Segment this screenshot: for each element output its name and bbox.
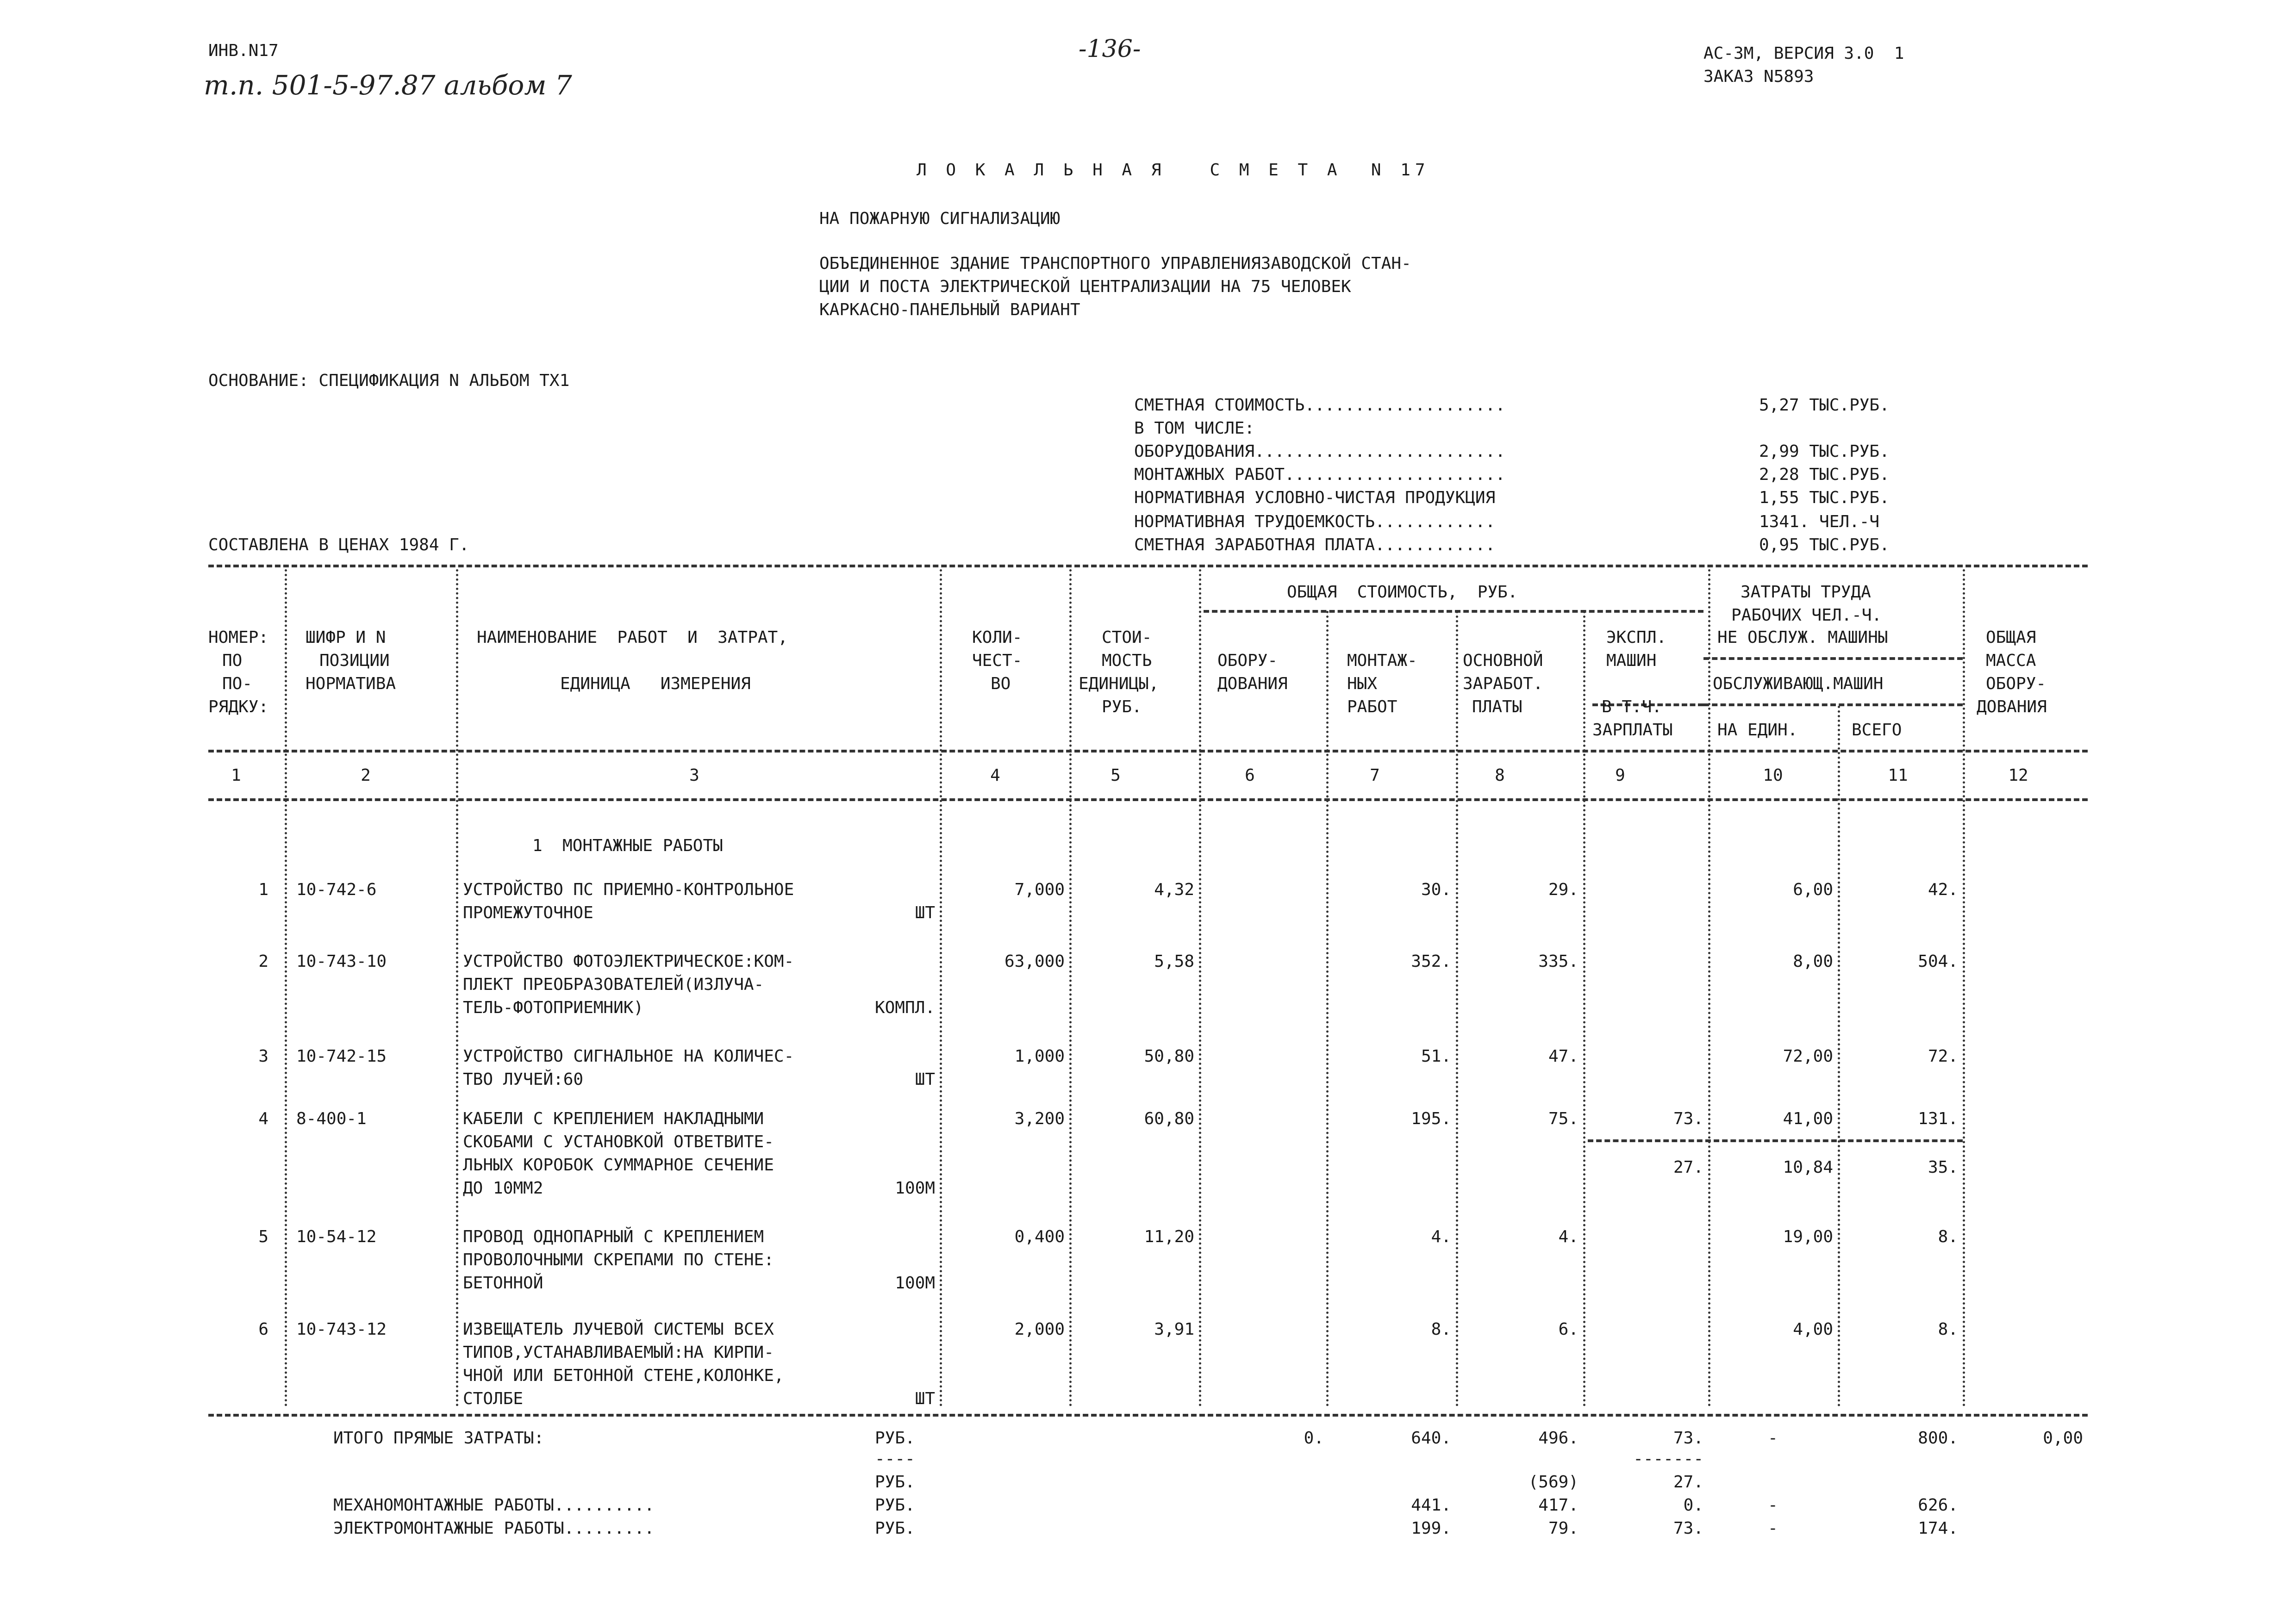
- column-separator: [285, 569, 287, 1407]
- object-line-2: ЦИИ И ПОСТА ЭЛЕКТРИЧЕСКОЙ ЦЕНТРАЛИЗАЦИИ НА 75 ЧЕЛОВЕК: [819, 277, 1351, 296]
- column-number: 7: [1370, 766, 1380, 785]
- totals-mount: 640.: [1411, 1429, 1451, 1448]
- row-qty: 1,000: [1014, 1047, 1065, 1066]
- header-col-9: ЗАРПЛАТЫ: [1592, 721, 1673, 740]
- totals-mount: 441.: [1411, 1496, 1451, 1515]
- document-title: Л О К А Л Ь Н А Я С М Е Т А N 17: [917, 161, 1430, 180]
- totals-wage: 79.: [1548, 1519, 1578, 1538]
- header-labor: ОБСЛУЖИВАЮЩ.МАШИН: [1713, 674, 1884, 693]
- header-col-8: ПЛАТЫ: [1472, 697, 1522, 716]
- object-line-1: ОБЪЕДИНЕННОЕ ЗДАНИЕ ТРАНСПОРТНОГО УПРАВЛЕНИЯЗАВОДСКОЙ СТАН-: [819, 254, 1411, 273]
- totals-unit: ----: [875, 1449, 915, 1468]
- row-number: 5: [258, 1227, 268, 1246]
- row-price: 5,58: [1154, 952, 1194, 971]
- rule: [1588, 1139, 1963, 1142]
- row-price: 50,80: [1144, 1047, 1194, 1066]
- totals-total-labor: 174.: [1918, 1519, 1958, 1538]
- header-col-12: МАССА: [1986, 651, 2036, 670]
- row-name-line: ЧНОЙ ИЛИ БЕТОННОЙ СТЕНЕ,КОЛОНКЕ,: [463, 1366, 784, 1385]
- summary-value: 0,95 ТЫС.РУБ.: [1759, 535, 1890, 554]
- header-labor: НА ЕДИН.: [1717, 721, 1798, 740]
- header-col-4: ЧЕСТ-: [972, 651, 1023, 670]
- row-unit-labor: 41,00: [1783, 1109, 1833, 1128]
- summary-value: 1,55 ТЫС.РУБ.: [1759, 488, 1890, 507]
- rule: [208, 1414, 2088, 1417]
- row-number: 1: [258, 880, 268, 899]
- totals-labor: -: [1768, 1429, 1778, 1448]
- section-title: 1 МОНТАЖНЫЕ РАБОТЫ: [532, 836, 723, 855]
- column-number: 6: [1245, 766, 1255, 785]
- header-col-1: РЯДКУ:: [208, 697, 269, 716]
- summary-label: ОБОРУДОВАНИЯ.........................: [1134, 442, 1505, 461]
- row-qty: 3,200: [1014, 1109, 1065, 1128]
- totals-unit: РУБ.: [875, 1429, 915, 1448]
- header-col-1: ПО: [222, 651, 243, 670]
- totals-machines: -------: [1633, 1449, 1703, 1468]
- row-total-labor: 42.: [1928, 880, 1958, 899]
- column-separator: [1199, 569, 1201, 1407]
- totals-machines: 27.: [1673, 1473, 1703, 1492]
- summary-label: МОНТАЖНЫХ РАБОТ......................: [1134, 465, 1505, 484]
- header-labor: ЗАТРАТЫ ТРУДА: [1741, 583, 1871, 602]
- header-col-3: НАИМЕНОВАНИЕ РАБОТ И ЗАТРАТ,: [477, 628, 788, 647]
- totals-total-labor: 626.: [1918, 1496, 1958, 1515]
- prices-year-line: СОСТАВЛЕНА В ЦЕНАХ 1984 Г.: [208, 535, 469, 554]
- row-qty: 7,000: [1014, 880, 1065, 899]
- row-price: 3,91: [1154, 1320, 1194, 1339]
- row-name-line: УСТРОЙСТВО ПС ПРИЕМНО-КОНТРОЛЬНОЕ: [463, 880, 794, 899]
- row-name-line: ЛЬНЫХ КОРОБОК СУММАРНОЕ СЕЧЕНИЕ: [463, 1156, 774, 1175]
- row-number: 6: [258, 1320, 268, 1339]
- row-total-labor-machines: 35.: [1928, 1158, 1958, 1177]
- column-number: 1: [231, 766, 241, 785]
- column-number: 3: [689, 766, 699, 785]
- row-code: 8-400-1: [296, 1109, 367, 1128]
- header-col-5: МОСТЬ: [1102, 651, 1152, 670]
- row-code: 10-742-6: [296, 880, 377, 899]
- row-mount: 30.: [1421, 880, 1451, 899]
- row-unit: ШТ: [915, 903, 935, 922]
- row-unit-labor: 19,00: [1783, 1227, 1833, 1246]
- row-name-line: СТОЛБЕ: [463, 1389, 524, 1408]
- header-col-7: МОНТАЖ-: [1347, 651, 1417, 670]
- row-name-line: ПЛЕКТ ПРЕОБРАЗОВАТЕЛЕЙ(ИЗЛУЧА-: [463, 975, 764, 994]
- row-unit-labor: 72,00: [1783, 1047, 1833, 1066]
- summary-label: НОРМАТИВНАЯ ТРУДОЕМКОСТЬ............: [1134, 512, 1496, 531]
- totals-unit: РУБ.: [875, 1519, 915, 1538]
- row-unit-labor: 8,00: [1793, 952, 1833, 971]
- header-col-2: НОРМАТИВА: [306, 674, 396, 693]
- header-col-4: ВО: [991, 674, 1011, 693]
- row-total-labor: 8.: [1938, 1227, 1958, 1246]
- object-line-3: КАРКАСНО-ПАНЕЛЬНЫЙ ВАРИАНТ: [819, 300, 1080, 319]
- row-name-line: СКОБАМИ С УСТАНОВКОЙ ОТВЕТВИТЕ-: [463, 1132, 774, 1151]
- row-mount: 51.: [1421, 1047, 1451, 1066]
- row-name-line: УСТРОЙСТВО СИГНАЛЬНОЕ НА КОЛИЧЕС-: [463, 1047, 794, 1066]
- column-number: 5: [1111, 766, 1121, 785]
- row-total-labor: 72.: [1928, 1047, 1958, 1066]
- row-name-line: КАБЕЛИ С КРЕПЛЕНИЕМ НАКЛАДНЫМИ: [463, 1109, 764, 1128]
- totals-total-labor: 800.: [1918, 1429, 1958, 1448]
- totals-label: ЭЛЕКТРОМОНТАЖНЫЕ РАБОТЫ.........: [333, 1519, 655, 1538]
- row-wage: 4.: [1558, 1227, 1578, 1246]
- header-col-12: ОБОРУ-: [1986, 674, 2046, 693]
- column-separator: [1963, 569, 1965, 1407]
- row-name-line: ПРОВОД ОДНОПАРНЫЙ С КРЕПЛЕНИЕМ: [463, 1227, 764, 1246]
- totals-labor: -: [1768, 1519, 1778, 1538]
- column-separator: [1069, 569, 1072, 1407]
- row-name-line: ТИПОВ,УСТАНАВЛИВАЕМЫЙ:НА КИРПИ-: [463, 1343, 774, 1362]
- rule: [1703, 657, 1963, 660]
- header-total-cost: ОБЩАЯ СТОИМОСТЬ, РУБ.: [1287, 583, 1518, 602]
- row-total-labor: 131.: [1918, 1109, 1958, 1128]
- column-number: 12: [2008, 766, 2028, 785]
- column-number: 4: [990, 766, 1000, 785]
- totals-unit: РУБ.: [875, 1496, 915, 1515]
- row-qty: 2,000: [1014, 1320, 1065, 1339]
- totals-wage: 417.: [1538, 1496, 1578, 1515]
- row-mount: 352.: [1411, 952, 1451, 971]
- column-separator: [1708, 569, 1710, 1407]
- header-labor: НЕ ОБСЛУЖ. МАШИНЫ: [1717, 628, 1888, 647]
- header-labor: РАБОЧИХ ЧЕЛ.-Ч.: [1731, 606, 1882, 625]
- header-col-7: НЫХ: [1347, 674, 1378, 693]
- rule: [208, 565, 2088, 567]
- row-name-line: ТЕЛЬ-ФОТОПРИЕМНИК): [463, 998, 644, 1017]
- header-col-12: ДОВАНИЯ: [1977, 697, 2047, 716]
- row-unit-labor: 6,00: [1793, 880, 1833, 899]
- totals-machines: 73.: [1673, 1429, 1703, 1448]
- totals-equip: 0.: [1304, 1429, 1324, 1448]
- row-wage: 75.: [1548, 1109, 1578, 1128]
- row-mount: 4.: [1431, 1227, 1451, 1246]
- row-total-labor: 8.: [1938, 1320, 1958, 1339]
- totals-label: ИТОГО ПРЯМЫЕ ЗАТРАТЫ:: [333, 1429, 544, 1448]
- document-subtitle: НА ПОЖАРНУЮ СИГНАЛИЗАЦИЮ: [819, 209, 1061, 228]
- summary-label: СМЕТНАЯ ЗАРАБОТНАЯ ПЛАТА............: [1134, 535, 1496, 554]
- header-col-9: ЭКСПЛ.: [1606, 628, 1667, 647]
- basis-line: ОСНОВАНИЕ: СПЕЦИФИКАЦИЯ N АЛЬБОМ ТХ1: [208, 371, 570, 390]
- row-machines: 73.: [1673, 1109, 1703, 1128]
- summary-value: 2,28 ТЫС.РУБ.: [1759, 465, 1890, 484]
- header-col-8: ОСНОВНОЙ: [1463, 651, 1543, 670]
- column-number: 9: [1615, 766, 1625, 785]
- software-version: АС-3М, ВЕРСИЯ 3.0 1: [1703, 44, 1904, 63]
- row-mount: 8.: [1431, 1320, 1451, 1339]
- header-col-5: ЕДИНИЦЫ,: [1079, 674, 1159, 693]
- header-col-1: ПО-: [222, 674, 253, 693]
- row-name-line: УСТРОЙСТВО ФОТОЭЛЕКТРИЧЕСКОЕ:КОМ-: [463, 952, 794, 971]
- summary-label: В ТОМ ЧИСЛЕ:: [1134, 419, 1255, 438]
- row-machines-wage: 27.: [1673, 1158, 1703, 1177]
- rule: [208, 798, 2088, 801]
- row-code: 10-743-10: [296, 952, 387, 971]
- row-qty: 63,000: [1004, 952, 1065, 971]
- row-mount: 195.: [1411, 1109, 1451, 1128]
- row-price: 4,32: [1154, 880, 1194, 899]
- row-number: 4: [258, 1109, 268, 1128]
- column-number: 2: [361, 766, 371, 785]
- row-number: 3: [258, 1047, 268, 1066]
- header-col-8: ЗАРАБОТ.: [1463, 674, 1543, 693]
- totals-machines: 73.: [1673, 1519, 1703, 1538]
- row-unit: ШТ: [915, 1389, 935, 1408]
- row-name-line: ПРОВОЛОЧНЫМИ СКРЕПАМИ ПО СТЕНЕ:: [463, 1250, 774, 1269]
- inventory-number: ИНВ.N17: [208, 41, 279, 60]
- row-name-line: ИЗВЕЩАТЕЛЬ ЛУЧЕВОЙ СИСТЕМЫ ВСЕХ: [463, 1320, 774, 1339]
- row-code: 10-743-12: [296, 1320, 387, 1339]
- totals-mount: 199.: [1411, 1519, 1451, 1538]
- row-name-line: БЕТОННОЙ: [463, 1274, 543, 1293]
- header-col-9: МАШИН: [1606, 651, 1657, 670]
- column-number: 10: [1763, 766, 1783, 785]
- column-separator: [1326, 611, 1329, 1407]
- column-separator: [1838, 706, 1840, 1407]
- header-col-2: ШИФР И N: [306, 628, 386, 647]
- totals-wage: 496.: [1538, 1429, 1578, 1448]
- order-number: ЗАКАЗ N5893: [1703, 67, 1814, 86]
- row-qty: 0,400: [1014, 1227, 1065, 1246]
- totals-label: МЕХАНОМОНТАЖНЫЕ РАБОТЫ..........: [333, 1496, 655, 1515]
- column-separator: [940, 569, 942, 1407]
- row-name-line: ПРОМЕЖУТОЧНОЕ: [463, 903, 593, 922]
- totals-wage: (569): [1528, 1473, 1578, 1492]
- header-col-4: КОЛИ-: [972, 628, 1023, 647]
- column-number: 8: [1495, 766, 1505, 785]
- summary-label: СМЕТНАЯ СТОИМОСТЬ....................: [1134, 396, 1505, 415]
- rule: [208, 750, 2088, 752]
- row-unit-labor: 4,00: [1793, 1320, 1833, 1339]
- rule: [1204, 610, 1703, 613]
- row-unit: ШТ: [915, 1070, 935, 1089]
- row-code: 10-742-15: [296, 1047, 387, 1066]
- header-col-6: ДОВАНИЯ: [1217, 674, 1288, 693]
- totals-mass: 0,00: [2043, 1429, 2083, 1448]
- column-separator: [456, 569, 458, 1407]
- column-separator: [1583, 611, 1585, 1407]
- column-separator: [1456, 611, 1458, 1407]
- header-col-5: СТОИ-: [1102, 628, 1152, 647]
- row-wage: 6.: [1558, 1320, 1578, 1339]
- header-col-7: РАБОТ: [1347, 697, 1398, 716]
- rule: [1703, 703, 1963, 706]
- page-number: -136-: [1079, 35, 1141, 63]
- row-price: 60,80: [1144, 1109, 1194, 1128]
- row-unit: КОМПЛ.: [874, 998, 935, 1017]
- header-col-6: ОБОРУ-: [1217, 651, 1278, 670]
- row-unit: 100М: [895, 1179, 935, 1198]
- totals-machines: 0.: [1683, 1496, 1703, 1515]
- header-col-1: НОМЕР:: [208, 628, 269, 647]
- row-name-line: ДО 10ММ2: [463, 1179, 543, 1198]
- summary-value: 2,99 ТЫС.РУБ.: [1759, 442, 1890, 461]
- row-wage: 47.: [1548, 1047, 1578, 1066]
- row-unit-labor-machines: 10,84: [1783, 1158, 1833, 1177]
- row-wage: 29.: [1548, 880, 1578, 899]
- totals-unit: РУБ.: [875, 1473, 915, 1492]
- row-total-labor: 504.: [1918, 952, 1958, 971]
- summary-label: НОРМАТИВНАЯ УСЛОВНО-ЧИСТАЯ ПРОДУКЦИЯ: [1134, 488, 1496, 507]
- handwritten-album-note: т.п. 501-5-97.87 альбом 7: [204, 69, 572, 101]
- header-col-12: ОБЩАЯ: [1986, 628, 2036, 647]
- row-name-line: ТВО ЛУЧЕЙ:60: [463, 1070, 584, 1089]
- row-code: 10-54-12: [296, 1227, 377, 1246]
- summary-value: 1341. ЧЕЛ.-Ч: [1759, 512, 1880, 531]
- row-wage: 335.: [1538, 952, 1578, 971]
- totals-labor: -: [1768, 1496, 1778, 1515]
- row-price: 11,20: [1144, 1227, 1194, 1246]
- header-col-9: В Т.Ч.: [1602, 697, 1662, 716]
- row-number: 2: [258, 952, 268, 971]
- header-col-5: РУБ.: [1102, 697, 1142, 716]
- header-col-3: ЕДИНИЦА ИЗМЕРЕНИЯ: [560, 674, 751, 693]
- column-number: 11: [1888, 766, 1908, 785]
- header-labor: ВСЕГО: [1852, 721, 1902, 740]
- row-unit: 100М: [895, 1274, 935, 1293]
- summary-value: 5,27 ТЫС.РУБ.: [1759, 396, 1890, 415]
- header-col-2: ПОЗИЦИИ: [319, 651, 390, 670]
